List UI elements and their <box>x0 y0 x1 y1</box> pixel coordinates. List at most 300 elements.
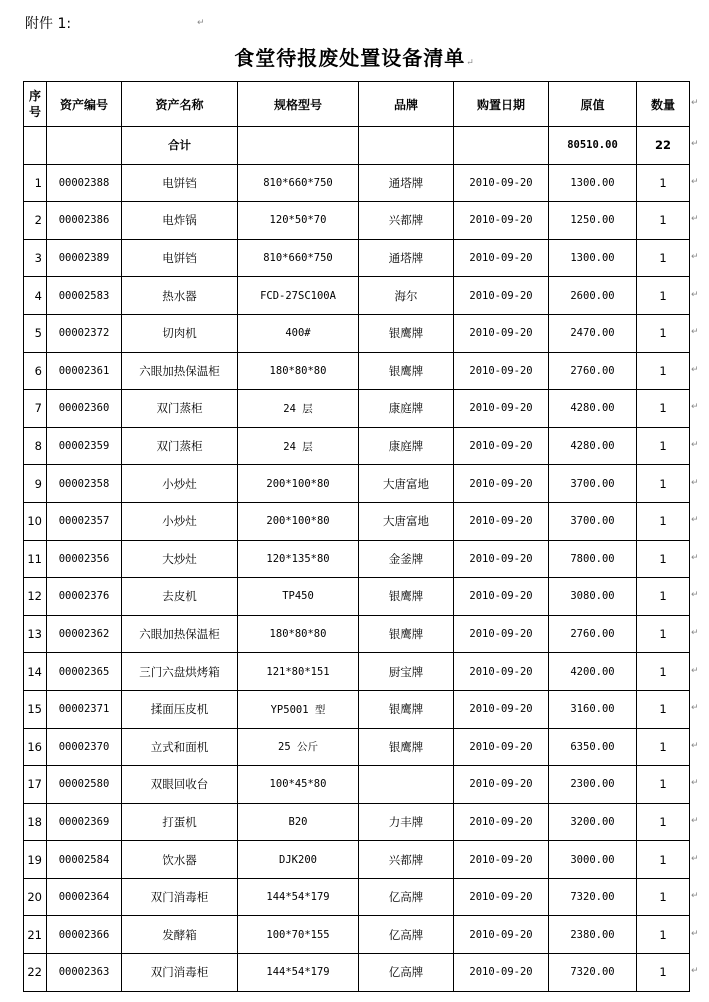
cell-asset-no-text: 00002386 <box>58 214 110 227</box>
table-row <box>24 728 690 766</box>
cell-asset-no <box>47 615 122 653</box>
cell-qty-text: 1 <box>659 213 667 228</box>
cell-spec-text: 100*45*80 <box>269 778 327 791</box>
cell-date-text: 2010-09-20 <box>469 477 533 490</box>
cell-brand <box>359 766 454 804</box>
cell-spec-text: 810*660*750 <box>263 176 333 189</box>
cell-seq-text: 10 <box>27 514 42 529</box>
cell-qty <box>637 465 690 503</box>
cell-seq <box>24 841 47 879</box>
cell-seq <box>24 954 47 992</box>
cell-brand-text: 亿高牌 <box>388 890 424 905</box>
table-row <box>24 314 690 352</box>
cell-value <box>549 878 637 916</box>
cell-brand <box>359 465 454 503</box>
cell-seq <box>24 352 47 390</box>
cell-spec-text: 200*100*80 <box>266 477 330 490</box>
table-row <box>24 578 690 616</box>
cell-value-text: 3200.00 <box>570 815 615 828</box>
cell-spec <box>238 465 359 503</box>
cell-spec <box>238 164 359 202</box>
cell-value <box>549 916 637 954</box>
cell-asset-no-text: 00002372 <box>58 327 110 340</box>
cell-asset-no-text: 00002362 <box>58 628 110 641</box>
cell-asset-name-text: 电饼铛 <box>162 175 197 190</box>
cell-qty-text: 1 <box>659 326 667 341</box>
table-row <box>24 766 690 804</box>
cell-spec-text: 120*135*80 <box>266 552 330 565</box>
paragraph-mark: ↵ <box>691 402 699 413</box>
cell-asset-name <box>122 803 238 841</box>
cell-value <box>549 653 637 691</box>
table-row <box>24 277 690 315</box>
cell-date-text: 2010-09-20 <box>469 703 533 716</box>
cell-value-text: 2380.00 <box>570 928 615 941</box>
cell-asset-name-text: 双门消毒柜 <box>150 965 209 980</box>
cell-asset-no <box>47 352 122 390</box>
header-asset-name: 资产名称 <box>122 82 238 127</box>
paragraph-mark: ↵ <box>691 740 699 751</box>
header-spec: 规格型号 <box>238 82 359 127</box>
cell-asset-name <box>122 954 238 992</box>
cell-spec-text: 180*80*80 <box>269 364 327 377</box>
cell-seq <box>24 427 47 465</box>
paragraph-mark: ↵ <box>691 590 699 601</box>
cell-asset-no-text: 00002365 <box>58 665 110 678</box>
cell-spec <box>238 916 359 954</box>
cell-asset-no-text: 00002371 <box>58 703 110 716</box>
header-seq: 序 号 <box>24 82 47 127</box>
cell-date-text: 2010-09-20 <box>469 891 533 904</box>
cell-seq <box>24 277 47 315</box>
cell-date <box>454 578 549 616</box>
cell-spec <box>238 352 359 390</box>
cell-value-text: 7800.00 <box>570 552 615 565</box>
cell-asset-no <box>47 954 122 992</box>
paragraph-mark: ↵ <box>691 515 699 526</box>
cell-brand-text: 大唐富地 <box>383 476 429 491</box>
table-row <box>24 615 690 653</box>
cell-brand <box>359 615 454 653</box>
document-title <box>0 42 709 71</box>
cell-spec-text: 400# <box>285 327 311 340</box>
cell-seq-text: 16 <box>27 739 42 754</box>
cell-date <box>454 878 549 916</box>
cell-spec <box>238 540 359 578</box>
cell-qty <box>637 352 690 390</box>
paragraph-mark: ↵ <box>691 176 699 187</box>
cell-asset-no <box>47 202 122 240</box>
cell-brand <box>359 954 454 992</box>
cell-asset-name <box>122 164 238 202</box>
cell-brand-text: 兴都牌 <box>388 213 424 228</box>
cell-brand-text: 银鹰牌 <box>388 702 424 717</box>
cell-value <box>549 390 637 428</box>
cell-asset-name <box>122 202 238 240</box>
cell-value-text: 1300.00 <box>570 176 615 189</box>
cell-asset-no <box>47 239 122 277</box>
cell-brand <box>359 239 454 277</box>
cell-asset-name <box>122 427 238 465</box>
cell-asset-no-text: 00002357 <box>58 515 110 528</box>
cell-asset-no <box>47 277 122 315</box>
cell-date <box>454 916 549 954</box>
cell-value-text: 2760.00 <box>570 628 615 641</box>
cell-asset-name-text: 去皮机 <box>162 589 197 604</box>
cell-date-text: 2010-09-20 <box>469 402 533 415</box>
paragraph-mark: ↵ <box>691 327 699 338</box>
cell-qty-text: 1 <box>659 401 667 416</box>
cell-date <box>454 803 549 841</box>
cell-brand-text: 银鹰牌 <box>388 739 424 754</box>
cell-spec <box>238 878 359 916</box>
cell-asset-name-text: 揉面压皮机 <box>150 702 209 717</box>
total-qty: 22 <box>637 127 690 165</box>
cell-spec-text: 120*50*70 <box>269 214 327 227</box>
cell-spec-text: 180*80*80 <box>269 628 327 641</box>
cell-value <box>549 615 637 653</box>
cell-qty-text: 1 <box>659 439 667 454</box>
cell-value-text: 3700.00 <box>570 515 615 528</box>
cell-asset-no <box>47 653 122 691</box>
cell-asset-name <box>122 841 238 879</box>
cell-asset-no <box>47 465 122 503</box>
cell-brand-text: 厨宝牌 <box>388 664 424 679</box>
cell-brand-text: 兴都牌 <box>388 852 424 867</box>
cell-value <box>549 239 637 277</box>
paragraph-mark: ↵ <box>691 891 699 902</box>
cell-value-text: 3700.00 <box>570 477 615 490</box>
cell-seq-text: 11 <box>27 551 42 566</box>
table-row <box>24 916 690 954</box>
cell-asset-name-text: 六眼加热保温柜 <box>139 363 220 378</box>
cell-qty-text: 1 <box>659 664 667 679</box>
cell-brand-text: 亿高牌 <box>388 965 424 980</box>
cell-date-text: 2010-09-20 <box>469 364 533 377</box>
cell-asset-no <box>47 916 122 954</box>
cell-brand <box>359 502 454 540</box>
cell-asset-no <box>47 878 122 916</box>
cell-value <box>549 465 637 503</box>
cell-brand <box>359 690 454 728</box>
table-row <box>24 878 690 916</box>
cell-qty <box>637 578 690 616</box>
cell-qty-text: 1 <box>659 251 667 266</box>
cell-seq <box>24 578 47 616</box>
cell-value-text: 6350.00 <box>570 740 615 753</box>
cell-asset-name <box>122 239 238 277</box>
cell-asset-no <box>47 427 122 465</box>
cell-brand <box>359 540 454 578</box>
cell-asset-name-text: 双眼回收台 <box>150 777 209 792</box>
table-header-row <box>24 82 690 127</box>
table-row <box>24 352 690 390</box>
cell-spec-text: 144*54*179 <box>266 966 330 979</box>
cell-spec <box>238 615 359 653</box>
table-row <box>24 502 690 540</box>
cell-qty <box>637 615 690 653</box>
cell-qty-text: 1 <box>659 476 667 491</box>
cell-value <box>549 277 637 315</box>
table-row <box>24 954 690 992</box>
cell-qty <box>637 916 690 954</box>
cell-brand <box>359 878 454 916</box>
equipment-table <box>23 81 690 992</box>
cell-qty <box>637 690 690 728</box>
cell-seq <box>24 239 47 277</box>
cell-seq-text: 22 <box>27 965 42 980</box>
cell-seq-text: 2 <box>34 213 42 228</box>
cell-qty <box>637 202 690 240</box>
cell-qty <box>637 164 690 202</box>
cell-spec-text: 121*80*151 <box>266 665 330 678</box>
cell-qty <box>637 314 690 352</box>
cell-qty-text: 1 <box>659 702 667 717</box>
cell-qty <box>637 390 690 428</box>
cell-asset-name <box>122 690 238 728</box>
cell-seq-text: 4 <box>34 288 42 303</box>
cell-qty <box>637 954 690 992</box>
header-date: 购置日期 <box>454 82 549 127</box>
cell-value-text: 4280.00 <box>570 402 615 415</box>
cell-asset-name <box>122 390 238 428</box>
cell-seq <box>24 916 47 954</box>
cell-spec <box>238 766 359 804</box>
cell-qty <box>637 766 690 804</box>
cell-asset-name <box>122 540 238 578</box>
cell-value <box>549 803 637 841</box>
cell-date-text: 2010-09-20 <box>469 778 533 791</box>
cell-asset-no-text: 00002389 <box>58 252 110 265</box>
cell-seq <box>24 202 47 240</box>
cell-brand-text: 银鹰牌 <box>388 326 424 341</box>
cell-qty-text: 1 <box>659 814 667 829</box>
paragraph-mark: ↵ <box>691 364 699 375</box>
cell-qty-text: 1 <box>659 739 667 754</box>
cell-qty-text: 1 <box>659 777 667 792</box>
cell-asset-no <box>47 728 122 766</box>
cell-qty-text: 1 <box>659 363 667 378</box>
cell-seq-text: 9 <box>34 476 42 491</box>
cell-qty <box>637 653 690 691</box>
cell-asset-no-text: 00002366 <box>58 928 110 941</box>
cell-asset-no <box>47 803 122 841</box>
cell-brand-text: 康庭牌 <box>388 401 424 416</box>
cell-spec-text: YP5001 型 <box>270 703 326 716</box>
table-row <box>24 239 690 277</box>
cell-date <box>454 766 549 804</box>
cell-qty-text: 1 <box>659 288 667 303</box>
cell-seq-text: 1 <box>34 175 42 190</box>
cell-spec-text: 25 公斤 <box>278 741 318 754</box>
table-row <box>24 803 690 841</box>
cell-asset-name <box>122 766 238 804</box>
cell-spec-text: 144*54*179 <box>266 891 330 904</box>
cell-date-text: 2010-09-20 <box>469 214 533 227</box>
cell-asset-no-text: 00002369 <box>58 815 110 828</box>
cell-value <box>549 841 637 879</box>
cell-qty-text: 1 <box>659 551 667 566</box>
cell-spec <box>238 202 359 240</box>
paragraph-mark: ↵ <box>691 628 699 639</box>
cell-asset-name <box>122 578 238 616</box>
cell-brand-text: 通塔牌 <box>388 251 424 266</box>
cell-value <box>549 540 637 578</box>
cell-qty-text: 1 <box>659 965 667 980</box>
cell-date-text: 2010-09-20 <box>469 327 533 340</box>
cell-date <box>454 728 549 766</box>
cell-date <box>454 202 549 240</box>
table-row <box>24 465 690 503</box>
cell-brand-text: 通塔牌 <box>388 175 424 190</box>
cell-date <box>454 615 549 653</box>
cell-asset-name <box>122 352 238 390</box>
cell-asset-name <box>122 277 238 315</box>
cell-asset-no-text: 00002363 <box>58 966 110 979</box>
cell-seq-text: 7 <box>34 401 42 416</box>
cell-spec <box>238 653 359 691</box>
cell-seq-text: 20 <box>27 890 42 905</box>
cell-spec-text: FCD-27SC100A <box>260 289 336 302</box>
cell-asset-no-text: 00002584 <box>58 853 110 866</box>
cell-brand <box>359 164 454 202</box>
cell-value-text: 4280.00 <box>570 440 615 453</box>
cell-value-text: 1250.00 <box>570 214 615 227</box>
cell-value <box>549 427 637 465</box>
cell-date <box>454 841 549 879</box>
cell-value-text: 7320.00 <box>570 891 615 904</box>
total-row <box>24 127 690 165</box>
cell-brand-text: 银鹰牌 <box>388 589 424 604</box>
cell-asset-no-text: 00002361 <box>58 364 110 377</box>
cell-seq-text: 17 <box>27 777 42 792</box>
cell-asset-no <box>47 540 122 578</box>
cell-spec-text: 100*70*155 <box>266 928 330 941</box>
paragraph-mark: ↵ <box>691 703 699 714</box>
cell-date <box>454 427 549 465</box>
paragraph-mark: ↵ <box>691 98 699 108</box>
cell-date-text: 2010-09-20 <box>469 740 533 753</box>
cell-spec <box>238 314 359 352</box>
cell-date-text: 2010-09-20 <box>469 928 533 941</box>
cell-asset-no-text: 00002580 <box>58 778 110 791</box>
cell-date <box>454 352 549 390</box>
cell-seq <box>24 766 47 804</box>
cell-asset-no <box>47 578 122 616</box>
cell-brand <box>359 390 454 428</box>
header-qty: 数量 <box>637 82 690 127</box>
cell-spec-text: 24 层 <box>283 440 313 453</box>
cell-seq-text: 8 <box>34 439 42 454</box>
paragraph-mark: ↵ <box>691 477 699 488</box>
cell-asset-name-text: 双门蒸柜 <box>156 401 203 416</box>
total-label: 合计 <box>122 127 238 165</box>
cell-spec-text: 200*100*80 <box>266 515 330 528</box>
cell-asset-no <box>47 502 122 540</box>
cell-asset-name-text: 发酵箱 <box>162 927 197 942</box>
table-row <box>24 164 690 202</box>
cell-spec-text: 24 层 <box>283 402 313 415</box>
cell-date-text: 2010-09-20 <box>469 176 533 189</box>
table-row <box>24 690 690 728</box>
cell-asset-name-text: 饮水器 <box>162 852 197 867</box>
table-row <box>24 390 690 428</box>
cell-spec <box>238 502 359 540</box>
cell-asset-name <box>122 916 238 954</box>
cell-value <box>549 202 637 240</box>
cell-spec <box>238 390 359 428</box>
cell-seq <box>24 164 47 202</box>
paragraph-mark: ↵ <box>197 18 205 28</box>
cell-brand <box>359 728 454 766</box>
cell-seq-text: 12 <box>27 589 42 604</box>
cell-asset-name-text: 电饼铛 <box>162 251 197 266</box>
cell-date <box>454 390 549 428</box>
cell-date-text: 2010-09-20 <box>469 552 533 565</box>
cell-qty <box>637 427 690 465</box>
cell-brand <box>359 202 454 240</box>
cell-date-text: 2010-09-20 <box>469 966 533 979</box>
cell-asset-name-text: 电炸锅 <box>162 213 197 228</box>
cell-spec <box>238 690 359 728</box>
cell-asset-no-text: 00002364 <box>58 891 110 904</box>
cell-date <box>454 465 549 503</box>
cell-value-text: 2470.00 <box>570 327 615 340</box>
cell-value-text: 1300.00 <box>570 252 615 265</box>
cell-qty-text: 1 <box>659 175 667 190</box>
cell-value-text: 2300.00 <box>570 778 615 791</box>
cell-date-text: 2010-09-20 <box>469 815 533 828</box>
cell-seq-text: 21 <box>27 927 42 942</box>
cell-qty <box>637 728 690 766</box>
header-value: 原值 <box>549 82 637 127</box>
cell-seq-text: 19 <box>27 852 42 867</box>
cell-brand-text: 亿高牌 <box>388 927 424 942</box>
cell-asset-name <box>122 728 238 766</box>
cell-asset-name <box>122 878 238 916</box>
cell-date <box>454 239 549 277</box>
cell-value-text: 3080.00 <box>570 590 615 603</box>
cell-asset-name-text: 三门六盘烘烤箱 <box>139 664 220 679</box>
cell-brand-text: 力丰牌 <box>388 814 424 829</box>
cell-value-text: 4200.00 <box>570 665 615 678</box>
cell-date <box>454 653 549 691</box>
cell-spec-text: 810*660*750 <box>263 252 333 265</box>
paragraph-mark: ↵ <box>691 252 699 263</box>
cell-seq <box>24 390 47 428</box>
cell-asset-name-text: 热水器 <box>162 288 197 303</box>
cell-value-text: 3000.00 <box>570 853 615 866</box>
cell-value-text: 2760.00 <box>570 364 615 377</box>
cell-date-text: 2010-09-20 <box>469 628 533 641</box>
cell-date-text: 2010-09-20 <box>469 440 533 453</box>
cell-asset-no-text: 00002359 <box>58 440 110 453</box>
cell-seq-text: 14 <box>27 664 42 679</box>
cell-value <box>549 502 637 540</box>
cell-seq-text: 13 <box>27 627 42 642</box>
paragraph-mark: ↵ <box>691 778 699 789</box>
cell-date <box>454 690 549 728</box>
cell-seq <box>24 502 47 540</box>
cell-value-text: 7320.00 <box>570 966 615 979</box>
cell-asset-no <box>47 164 122 202</box>
cell-asset-name-text: 双门蒸柜 <box>156 439 203 454</box>
cell-asset-name-text: 双门消毒柜 <box>150 890 209 905</box>
cell-seq <box>24 540 47 578</box>
cell-date <box>454 954 549 992</box>
cell-spec-text: B20 <box>288 815 308 828</box>
cell-date-text: 2010-09-20 <box>469 252 533 265</box>
